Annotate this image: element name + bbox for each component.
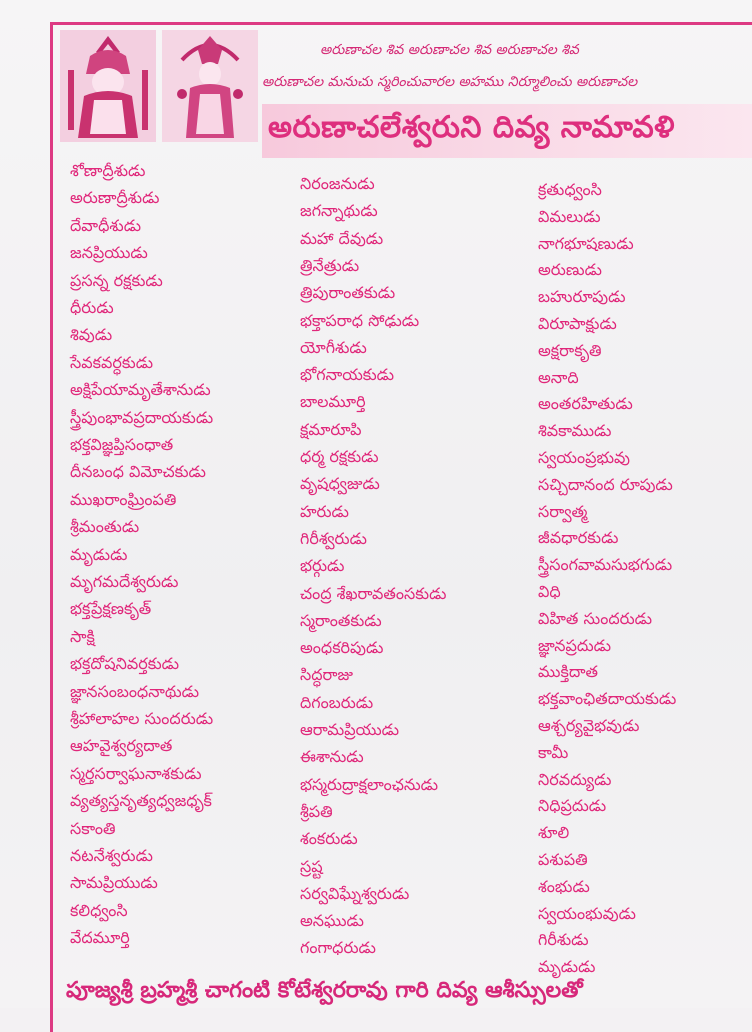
name-item: స్త్రీపుంభావప్రదాయకుడు [70,407,214,427]
footer-blessing: పూజ్యశ్రీ బ్రహ్మశ్రీ చాగంటి కోటేశ్వరరావు గారి దివ్య ఆశీస్సులతో [66,978,583,1003]
name-item: విధి [538,582,561,601]
name-item: అంతరహితుడు [538,394,633,414]
name-item: సామప్రియుడు [70,873,158,893]
name-item: స్మర్తసర్వాఘనాశకుడు [70,763,202,783]
deity-images [60,30,260,142]
name-item: శూలి [538,823,570,843]
name-item: ధీరుడు [70,298,114,317]
name-item: త్రిపురాంతకుడు [300,283,396,303]
name-item: భర్గుడు [300,556,345,576]
name-item: భక్తవాంఛితదాయకుడు [538,689,677,709]
name-item: ఆశ్చర్యవైభవుడు [538,716,640,735]
name-item: నటనేశ్వరుడు [70,846,153,865]
name-item: స్మరాంతకుడు [300,610,382,630]
page-title: అరుణాచలేశ్వరుని దివ్య నామావళి [268,110,676,145]
name-item: గంగాధరుడు [300,938,376,958]
name-item: భక్తదోషనివర్తకుడు [70,654,180,674]
name-item: క్రతుధ్వంసి [538,180,602,199]
name-item: భక్తాపరాధ సోఢుడు [300,310,420,330]
name-item: శ్రీమంతుడు [70,517,140,537]
name-item: దీనబంధ విమోచకుడు [70,462,206,482]
name-item: గిరీశ్వరుడు [300,528,367,548]
header-chant-line: అరుణాచల శివ అరుణాచల శివ అరుణాచల శివ [320,42,579,58]
name-item: అనఘుడు [300,911,364,931]
name-item: సిద్ధరాజు [300,665,354,685]
name-item: చంద్ర శేఖరావతంసకుడు [300,583,447,603]
name-item: పశుపతి [538,850,588,869]
name-item: శోణాద్రీశుడు [70,161,146,180]
name-item: జ్ఞానప్రదుడు [538,635,612,655]
name-item: విహిత సుందరుడు [538,608,653,628]
name-item: అక్షిపేయామృతేశానుడు [70,380,211,400]
name-item: అనాది [538,367,579,387]
name-item: గిరీశుడు [538,930,589,950]
name-item: అరుణుడు [538,260,602,280]
name-item: హరుడు [300,501,349,521]
name-item: అక్షరాకృతి [538,340,602,360]
name-item: కలిధ్వంసి [70,900,128,920]
name-item: త్రినేత్రుడు [300,255,360,275]
name-item: శ్రీహాలాహల సుందరుడు [70,709,214,728]
name-item: మృడుడు [538,957,596,977]
name-item: మృగమదేశ్వరుడు [70,572,179,591]
name-item: బహురూపుడు [538,287,626,307]
name-item: సేవకవర్ధకుడు [70,352,154,372]
name-item: జగన్నాథుడు [300,201,378,221]
name-item: స్త్రీసంగవామసుభగుడు [538,555,673,575]
name-item: మహా దేవుడు [300,228,384,248]
name-item: విరూపాక్షుడు [538,314,617,333]
name-item: సచ్చిదానంద రూపుడు [538,474,673,494]
arunachaleswara-deity-image [60,30,156,142]
name-item: ముక్తిదాత [538,662,598,682]
name-item: సర్వవిఘ్నేశ్వరుడు [300,883,410,903]
name-item: వృషధ్వజుడు [300,474,380,494]
name-item: విమలుడు [538,206,601,226]
name-item: నిధిప్రదుడు [538,796,607,816]
name-item: జ్ఞానసంబంధనాథుడు [70,681,200,701]
name-item: శివకాముడు [538,421,612,441]
name-item: భక్తప్రేక్షణకృత్ [70,599,152,619]
name-item: కామీ [538,742,569,762]
name-item: భోగనాయకుడు [300,365,395,385]
name-item: సర్వాత్మ [538,501,588,521]
apithakuchamba-deity-image [162,30,258,142]
name-item: నిరంజనుడు [300,174,375,193]
name-item: జీవధారకుడు [538,528,619,548]
name-item: శ్రీపతి [300,801,333,821]
name-item: ముఖరాంఘ్రింపతి [70,489,177,509]
name-item: నాగభూషణుడు [538,233,634,253]
name-item: స్రష్ట [300,856,323,876]
name-item: భక్తవిజ్ఞప్తిసంధాత [70,435,174,454]
name-item: దిగంబరుడు [300,692,374,712]
name-item: బాలమూర్తి [300,392,366,412]
name-item: స్వయంభువుడు [538,903,636,923]
name-item: అంధకరిపుడు [300,638,384,658]
name-item: శివుడు [70,325,113,345]
name-item: వ్యత్యస్తనృత్యధ్వజధృక్ [70,791,212,811]
name-item: స్వయంప్రభువు [538,448,630,467]
name-item: ఆరామప్రియుడు [300,720,400,739]
name-item: ఆహవైశ్వర్యదాత [70,736,173,756]
header-subtitle-line: అరుణాచల మనుచు స్మరించువారల అహము నిర్మూలించు అరుణాచల [262,74,638,90]
name-item: మృడుడు [70,544,128,564]
name-item: సాక్షి [70,626,95,646]
name-item: భస్మరుద్రాక్షలాంఛనుడు [300,774,439,794]
name-item: సకాంతి [70,818,116,838]
name-item: ప్రసన్న రక్షకుడు [70,270,163,290]
name-item: శంభుడు [538,876,590,896]
name-item: క్షమారూపి [300,419,362,439]
name-item: యోగీశుడు [300,337,367,357]
name-item: ఈశానుడు [300,747,364,767]
name-item: నిరవద్యుడు [538,769,612,789]
name-item: దేవాధీశుడు [70,215,142,235]
name-item: శంకరుడు [300,829,358,849]
name-item: అరుణాద్రీశుడు [70,188,160,208]
name-item: ధర్మ రక్షకుడు [300,447,379,466]
name-item: జనప్రియుడు [70,243,148,263]
name-item: వేదమూర్తి [70,928,130,948]
